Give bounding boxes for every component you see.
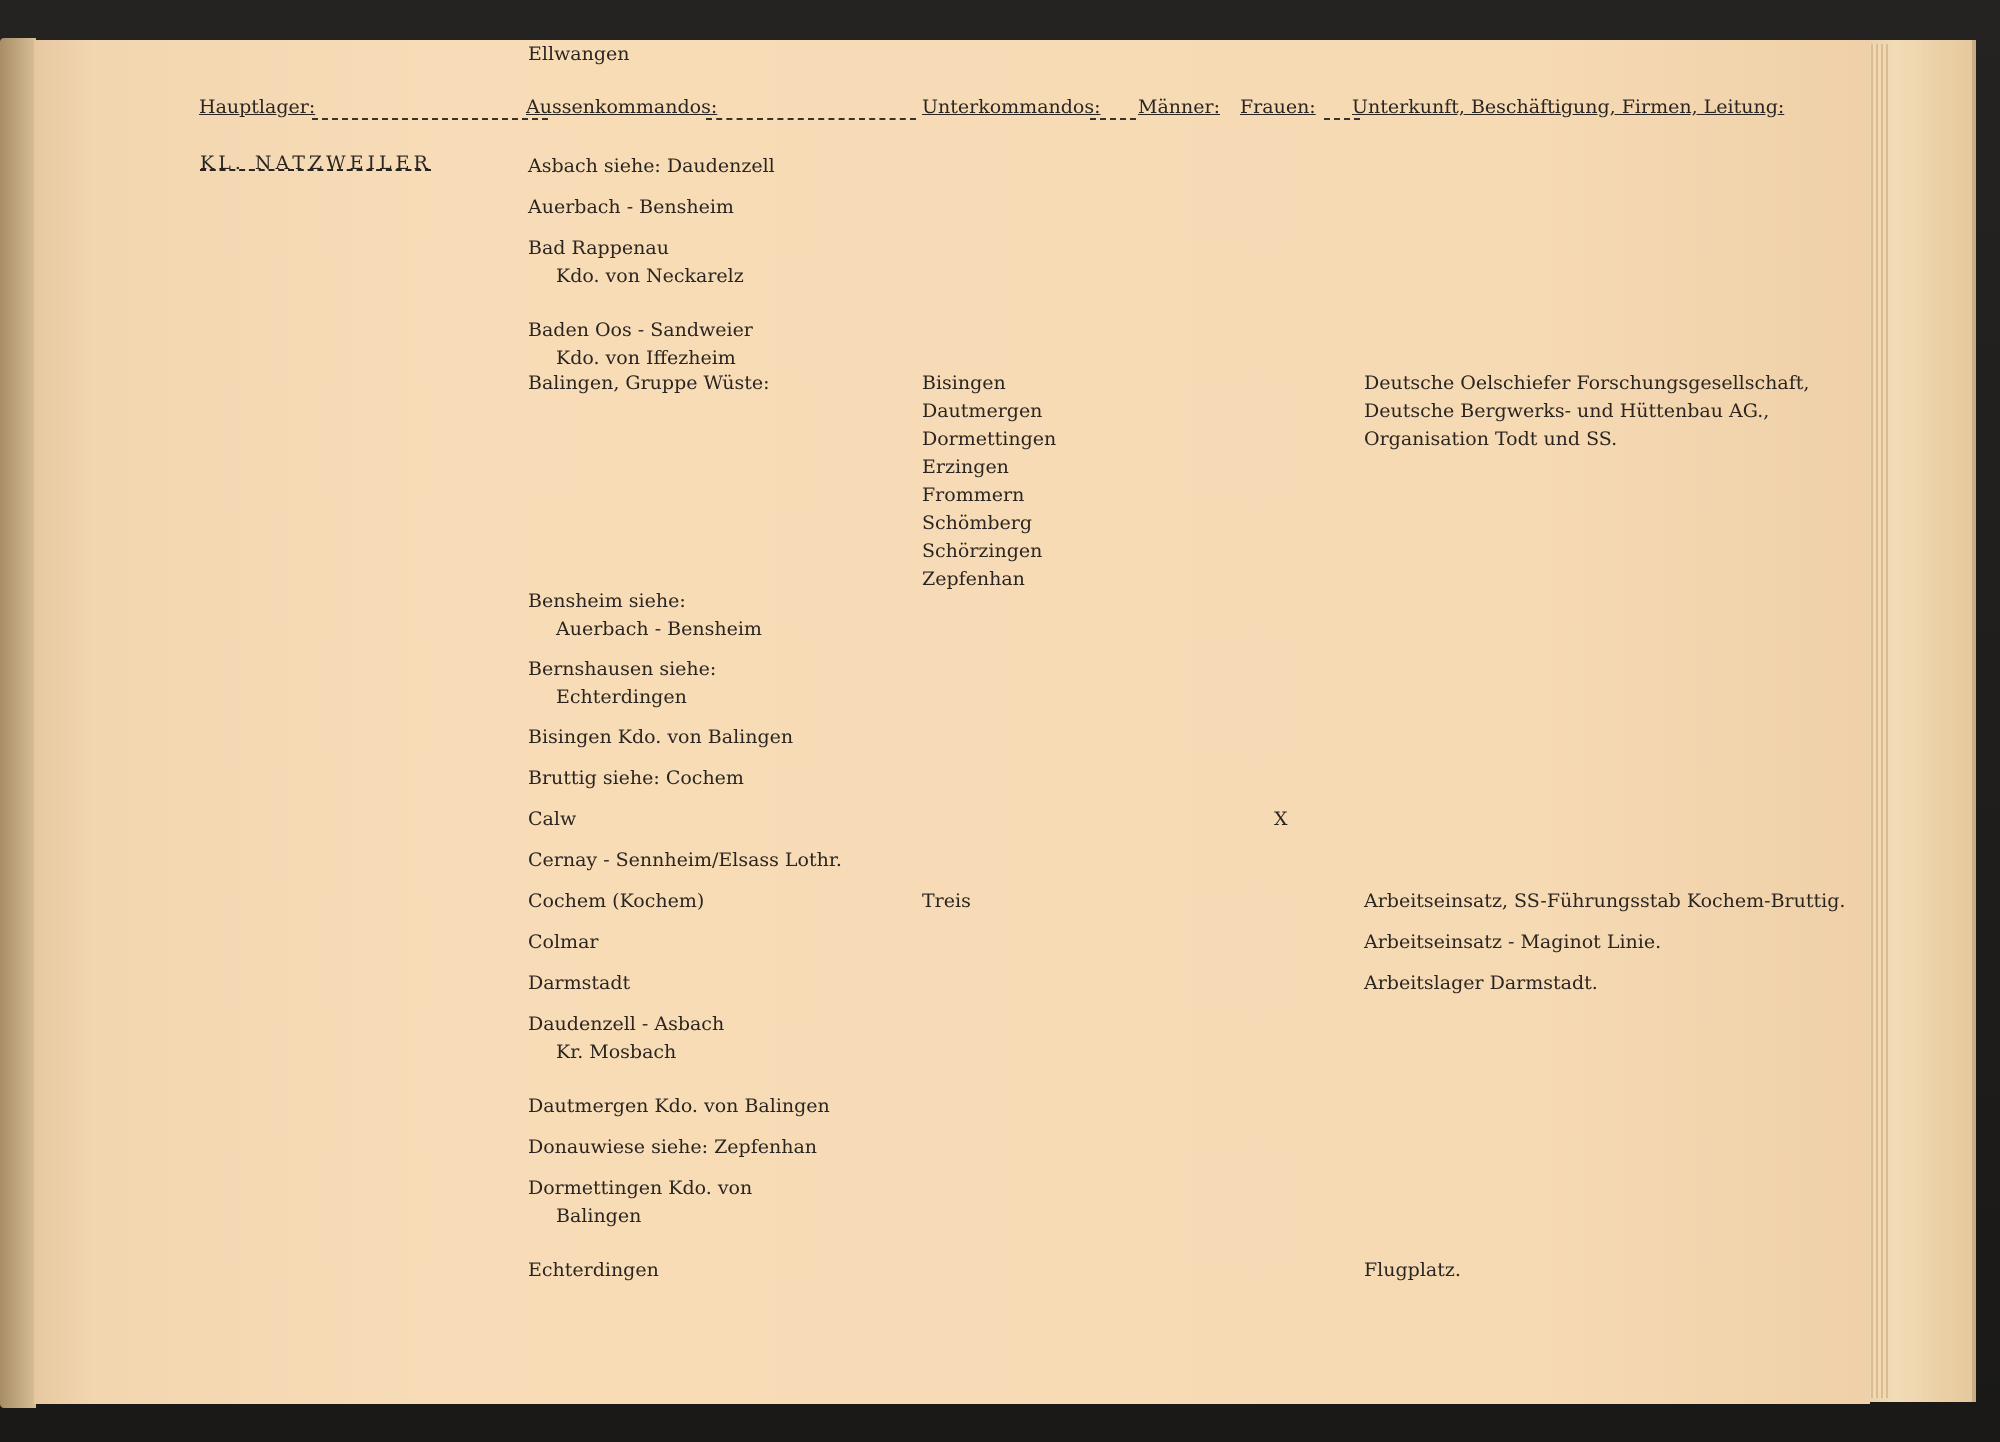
aussenkommando-entry-line: Daudenzell - Asbach xyxy=(528,1013,725,1035)
unterkunft-entry-line: Arbeitslager Darmstadt. xyxy=(1364,972,1598,994)
unterkommando-entry-line: Dormettingen xyxy=(922,428,1057,450)
unterkunft-entry-line: Deutsche Oelschiefer Forschungsgesellschaft, xyxy=(1364,372,1810,394)
unterkunft-entry xyxy=(1364,969,1598,997)
unterkommando-entry xyxy=(922,369,1056,593)
header-maenner: Männer: xyxy=(1138,96,1220,118)
aussenkommando-entry-line: Balingen, Gruppe Wüste: xyxy=(528,372,770,394)
aussenkommando-entry xyxy=(528,655,716,711)
header-unterkunft: Unterkunft, Beschäftigung, Firmen, Leitung: xyxy=(1352,96,1785,118)
aussenkommando-entry xyxy=(528,40,630,68)
aussenkommando-entry xyxy=(528,1174,752,1230)
aussenkommando-entry-line: Balingen xyxy=(556,1205,642,1227)
unterkommando-entry-line: Zepfenhan xyxy=(922,568,1025,590)
hauptlager-name: KL. NATZWEILER xyxy=(200,152,432,174)
unterkommando-entry-line: Frommern xyxy=(922,484,1025,506)
aussenkommando-entry-line: Colmar xyxy=(528,931,599,953)
aussenkommando-entry xyxy=(528,587,762,643)
aussenkommando-entry-line: Echterdingen xyxy=(528,1259,659,1281)
aussenkommando-entry-line: Donauwiese siehe: Zepfenhan xyxy=(528,1136,818,1158)
aussenkommando-entry xyxy=(528,316,753,372)
unterkunft-entry-line: Arbeitseinsatz - Maginot Linie. xyxy=(1364,931,1662,953)
aussenkommando-entry xyxy=(528,1256,659,1284)
aussenkommando-entry xyxy=(528,152,775,180)
aussenkommando-entry xyxy=(528,369,770,397)
unterkunft-entry xyxy=(1364,369,1809,453)
unterkunft-entry xyxy=(1364,887,1845,915)
unterkunft-entry-line: Organisation Todt und SS. xyxy=(1364,428,1618,450)
aussenkommando-entry xyxy=(528,1010,724,1066)
aussenkommando-entry xyxy=(528,234,744,290)
left-page-edge xyxy=(0,38,36,1408)
aussenkommando-entry xyxy=(528,928,598,956)
aussenkommando-entry xyxy=(528,1092,830,1120)
unterkommando-entry-line: Treis xyxy=(922,890,971,912)
aussenkommando-entry-line: Dautmergen Kdo. von Balingen xyxy=(528,1095,830,1117)
header-aussenkommandos: Aussenkommandos: xyxy=(526,96,718,118)
aussenkommando-entry-line: Cernay - Sennheim/Elsass Lothr. xyxy=(528,849,842,871)
header-dash-2 xyxy=(706,118,916,120)
aussenkommando-entry-line: Echterdingen xyxy=(556,686,687,708)
header-unterkommandos: Unterkommandos: xyxy=(922,96,1101,118)
header-frauen: Frauen: xyxy=(1240,96,1316,118)
aussenkommando-entry-line: Kdo. von Neckarelz xyxy=(556,265,744,287)
unterkommando-entry-line: Schömberg xyxy=(922,512,1033,534)
aussenkommando-entry-line: Ellwangen xyxy=(528,43,630,65)
unterkunft-entry-line: Deutsche Bergwerks- und Hüttenbau AG., xyxy=(1364,400,1770,422)
unterkunft-entry-line: Flugplatz. xyxy=(1364,1259,1461,1281)
aussenkommando-entry xyxy=(528,1133,817,1161)
aussenkommando-entry-line: Asbach siehe: Daudenzell xyxy=(528,155,775,177)
aussenkommando-entry-line: Auerbach - Bensheim xyxy=(528,196,734,218)
unterkommando-entry-line: Dautmergen xyxy=(922,400,1043,422)
aussenkommando-entry-line: Bernshausen siehe: xyxy=(528,658,717,680)
unterkunft-entry xyxy=(1364,928,1661,956)
unterkunft-entry-line: Arbeitseinsatz, SS-Führungsstab Kochem-Bruttig. xyxy=(1364,890,1846,912)
unterkommando-entry-line: Bisingen xyxy=(922,372,1006,394)
unterkommando-entry-line: Erzingen xyxy=(922,456,1009,478)
header-hauptlager: Hauptlager: xyxy=(199,96,316,118)
aussenkommando-entry xyxy=(528,846,842,874)
aussenkommando-entry-line: Calw xyxy=(528,808,577,830)
unterkommando-entry xyxy=(922,887,971,915)
frauen-mark: X xyxy=(1274,808,1288,830)
aussenkommando-entry xyxy=(528,193,734,221)
aussenkommando-entry-line: Bisingen Kdo. von Balingen xyxy=(528,726,794,748)
aussenkommando-entry-line: Darmstadt xyxy=(528,972,631,994)
aussenkommando-entry-line: Kr. Mosbach xyxy=(556,1041,677,1063)
aussenkommando-entry-line: Dormettingen Kdo. von xyxy=(528,1177,753,1199)
aussenkommando-entry xyxy=(528,764,744,792)
unterkommando-entry-line: Schörzingen xyxy=(922,540,1043,562)
aussenkommando-entry xyxy=(528,723,793,751)
document-page xyxy=(34,40,1870,1404)
aussenkommando-entry-line: Kdo. von Iffezheim xyxy=(556,347,736,369)
aussenkommando-entry-line: Bad Rappenau xyxy=(528,237,669,259)
aussenkommando-entry-line: Auerbach - Bensheim xyxy=(556,618,762,640)
aussenkommando-entry xyxy=(528,969,630,997)
aussenkommando-entry xyxy=(528,805,576,833)
header-dash-3 xyxy=(1090,118,1136,120)
aussenkommando-entry-line: Cochem (Kochem) xyxy=(528,890,705,912)
aussenkommando-entry-line: Baden Oos - Sandweier xyxy=(528,319,753,341)
header-dash-4 xyxy=(1324,118,1360,120)
aussenkommando-entry-line: Bruttig siehe: Cochem xyxy=(528,767,744,789)
aussenkommando-entry xyxy=(528,887,704,915)
unterkunft-entry xyxy=(1364,1256,1461,1284)
header-dash-1 xyxy=(312,118,548,120)
aussenkommando-entry-line: Bensheim siehe: xyxy=(528,590,686,612)
